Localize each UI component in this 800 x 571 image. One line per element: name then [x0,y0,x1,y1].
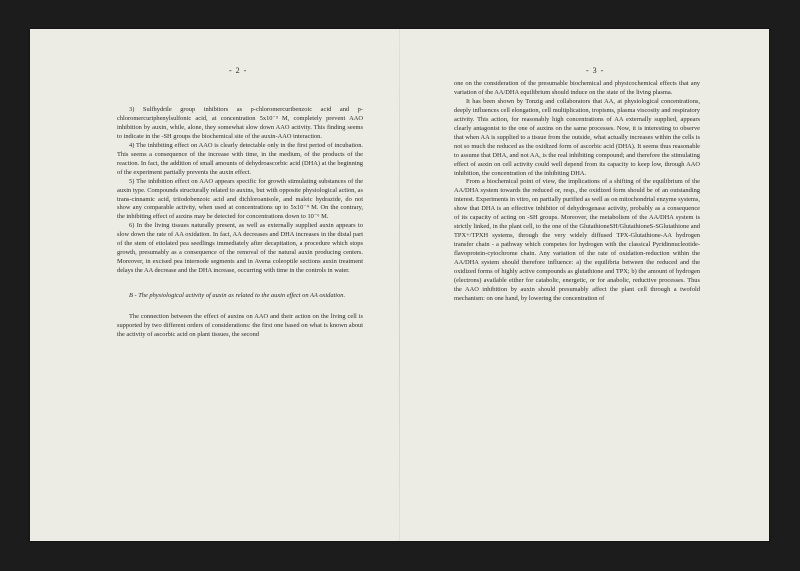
page-number-right: - 3 - [586,66,605,75]
right-column [454,80,700,304]
left-paragraph-4: 6) In the living tissues naturally present, as well as externally supplied auxin appears to slow down the rate of AA oxidation. In fact, AA decreases and DHA increases in the distal part of the stem of etiolated pea seedlings immediately after decapitation, a procedure which stops growth, presumably as a consequence of the removal of the natural auxin producing centers. Moreover, in excised pea internode segments and in Avena coleoptile sections auxin treatment delays the AA decrease and the DHA increase, occurring with time in the controls in water. [117,222,363,275]
left-paragraph-1: 3) Sulfhydrile group inhibitors as p-chloromercuribenzoic acid and p-chloromercuriphenylsulfonic acid, at concentration 5x10⁻³ M, completely prevent AAO inhibition by auxin, while, alone, they somewhat slow down AAO activity. This finding seems to indicate in the -SH groups the biochemical site of the auxin-AAO interaction. [117,106,363,140]
right-paragraph-1: one on the consideration of the presumable biochemical and physicochemical effects that any variation of the AA/DHA equilibrium should induce on the state of the living plasma. [454,80,700,96]
left-paragraph-2: 4) The inhibiting effect on AAO is clearly detectable only in the first period of incubation. This seems a consequence of the increase with time, in the medium, of the products of the reaction. In fact, the addition of small amounts of dehydroascorbic acid (DHA) at the beginning of the experiment partially prevents the auxin effect. [117,141,363,176]
page-fold [399,29,400,541]
left-paragraph-3: 5) The inhibition effect on AAO appears specific for growth stimulating substances of the auxin type. Compounds structurally related to auxins, but with opposite physiological action, as trans-cinnamic acid, triiodobenzoic acid and dichloroanisole, and maleic hydrazide, do not show any comparable activity, when used at concentrations up to 5x10⁻⁴ M. On the contrary, the inhibiting effect of auxins may be detected for concentrations down to 10⁻⁶ M. [117,177,363,221]
left-paragraph-5: The connection between the effect of auxins on AAO and their action on the living cell is supported by two different orders of considerations: the first one based on what is known about the activity of ascorbic acid on plant tissues, the second [117,313,363,338]
document-spread [30,29,769,541]
section-heading: B - The physiological activity of auxin as related to the auxin effect on AA oxidation. [129,292,346,300]
right-paragraph-2: It has been shown by Tonzig and collaborators that AA, at physiological concentrations, deeply influences cell elongation, cell multiplication, tropisms, plasma viscosity and respiratory activity. This action, for reasonably high concentrations of AA externally supplied, appears clearly antagonist to the one of auxins on the same processes. Now, it is interesting to observe that when AA is supplied to a tissue from the outside, what actually increases within the cells is not so much the reduced as the oxidized form of ascorbic acid (DHA). It seems thus reasonable to assume that DHA, and not AA, is the real inhibiting compound; and therefore the stimulating effect of auxin on cell activity could well depend from its capacity to keep low, through AAO inhibition, the concentration of the inhibiting DHA. [454,97,700,177]
page-number-left: - 2 - [229,66,248,75]
left-column [117,106,363,340]
right-paragraph-3: From a biochemical point of view, the implications of a shifting of the equilibrium of the AA/DHA system towards the reduced or, resp., the oxidized form should be of an outstanding interest. Experiments in vitro, on partially purified as well as on mitochondrial enzyme systems, show that DHA is an effective inhibitor of dehydrogenase activity, probably as a consequence of its capacity of acting on -SH groups. Moreover, the metabolism of the AA/DHA system is strictly linked, in the plant cell, to the one of the GlutathioneSH/GlutathioneS-SGlutathione and TPX+/TPXH systems, through the very widely diffused TPX-Glutathione-AA hydrogen transfer chain - a pathway which competes for hydrogen with the classical Pyridinnucleotide-flavoprotein-cytochrome chain. Any variation of the rate of oxidation-reduction within the AA/DHA system should therefore influence: a) the equilibria between the reduced and the oxidized forms of highly active compounds as glutathione and TPX; b) the amount of hydrogen (electrons) available either for catabolic, energetic, or for anabolic, reductive processes. Thus the AAO inhibition by auxin should presumably affect the plant cell through a twofold mechanism: on one hand, by lowering the concentration of [454,178,700,302]
